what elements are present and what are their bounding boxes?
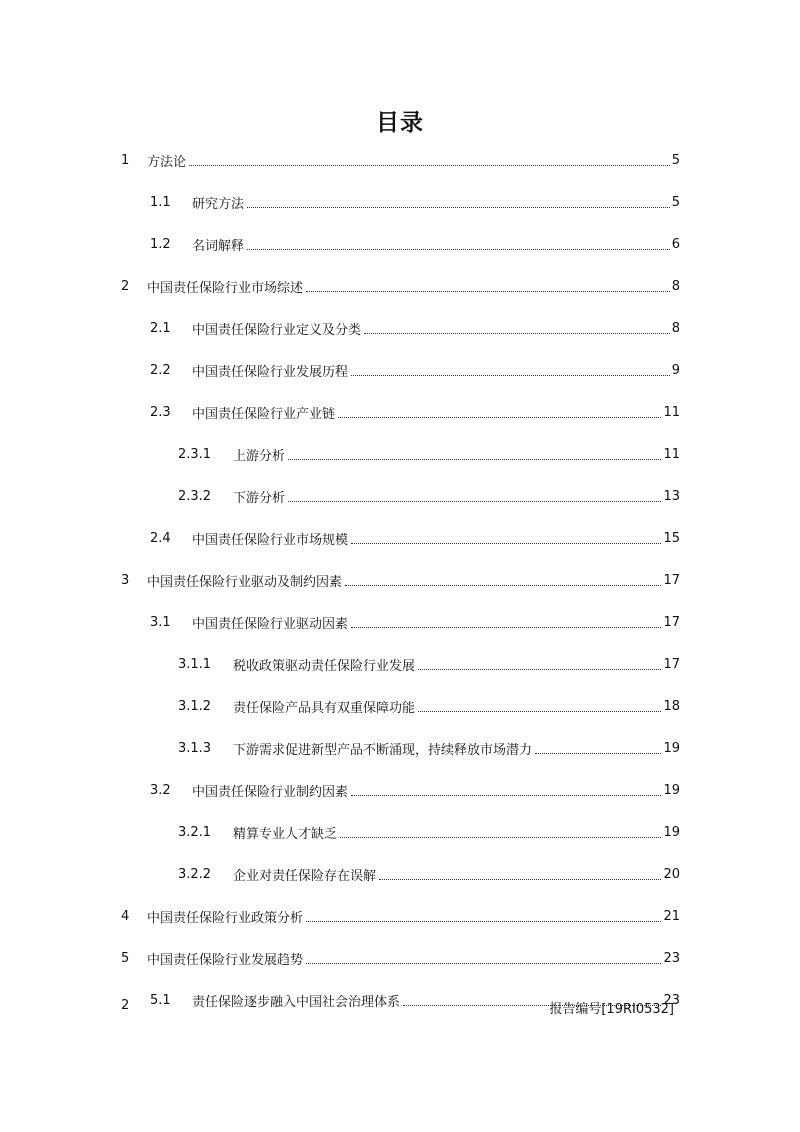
toc-entry-title: 中国责任保险行业驱动及制约因素	[147, 574, 343, 590]
toc-entry-title: 方法论	[147, 154, 187, 170]
toc-entry-number: 3.2	[150, 782, 171, 798]
toc-entry-number: 3	[121, 572, 130, 588]
toc-dot-leader	[535, 753, 661, 754]
toc-entry[interactable]	[178, 863, 680, 885]
toc-entry-number: 5	[121, 950, 130, 966]
toc-entry-number: 1.2	[150, 236, 171, 252]
toc-entry-title: 研究方法	[192, 196, 245, 212]
toc-entry-title: 中国责任保险行业市场综述	[147, 280, 304, 296]
toc-entry-title: 中国责任保险行业市场规模	[192, 532, 349, 548]
toc-dot-leader	[379, 879, 661, 880]
toc-entry-page: 9	[671, 362, 680, 378]
toc-entry-title: 责任保险产品具有双重保障功能	[233, 700, 416, 716]
toc-entry-page: 19	[663, 824, 680, 840]
toc-entry-title: 税收政策驱动责任保险行业发展	[233, 658, 416, 674]
toc-dot-leader	[306, 963, 661, 964]
toc-entry-page: 8	[671, 320, 680, 336]
toc-entry[interactable]	[150, 779, 680, 801]
toc-entry-number: 5.1	[150, 992, 171, 1008]
toc-entry-title: 下游需求促进新型产品不断涌现，持续释放市场潜力	[233, 742, 533, 758]
toc-entry-title: 中国责任保险行业定义及分类	[192, 322, 362, 338]
toc-dot-leader	[364, 333, 670, 334]
toc-entry[interactable]	[121, 569, 680, 591]
toc-entry-title: 中国责任保险行业产业链	[192, 406, 336, 422]
toc-entry-title: 中国责任保险行业制约因素	[192, 784, 349, 800]
toc-entry[interactable]	[150, 233, 680, 255]
toc-entry-page: 21	[663, 908, 680, 924]
toc-entry-title: 中国责任保险行业发展历程	[192, 364, 349, 380]
toc-dot-leader	[351, 627, 661, 628]
toc-entry[interactable]	[150, 191, 680, 213]
toc-entry[interactable]	[121, 947, 680, 969]
toc-dot-leader	[338, 417, 661, 418]
toc-entry-page: 17	[663, 572, 680, 588]
toc-entry-number: 3.1.2	[178, 698, 212, 714]
toc-entry-title: 中国责任保险行业政策分析	[147, 910, 304, 926]
toc-entry[interactable]	[150, 527, 680, 549]
toc-entry-number: 2.3.2	[178, 488, 212, 504]
toc-entry-number: 3.1.3	[178, 740, 212, 756]
toc-entry-page: 11	[663, 446, 680, 462]
toc-dot-leader	[418, 711, 661, 712]
toc-entry-number: 2.4	[150, 530, 171, 546]
toc-dot-leader	[247, 207, 670, 208]
toc-dot-leader	[306, 291, 670, 292]
toc-entry-page: 17	[663, 614, 680, 630]
toc-entry[interactable]	[178, 821, 680, 843]
toc-entry-number: 2.3.1	[178, 446, 212, 462]
toc-entry-page: 17	[663, 656, 680, 672]
toc-entry[interactable]	[121, 149, 680, 171]
toc-entry-number: 4	[121, 908, 130, 924]
toc-entry[interactable]	[121, 275, 680, 297]
toc-dot-leader	[288, 501, 661, 502]
toc-entry-title: 中国责任保险行业驱动因素	[192, 616, 349, 632]
toc-entry[interactable]	[178, 737, 680, 759]
toc-dot-leader	[351, 795, 661, 796]
footer-report-id: 报告编号[19RI0532]	[549, 1002, 674, 1017]
toc-entry-page: 23	[663, 950, 680, 966]
toc-entry-title: 责任保险逐步融入中国社会治理体系	[192, 994, 401, 1010]
toc-entry-page: 19	[663, 782, 680, 798]
toc-entry-page: 5	[671, 194, 680, 210]
toc-entry-page: 5	[671, 152, 680, 168]
toc-entry-title: 下游分析	[233, 490, 286, 506]
toc-entry-number: 2	[121, 278, 130, 294]
toc-entry-title: 企业对责任保险存在误解	[233, 868, 377, 884]
toc-entry-page: 15	[663, 530, 680, 546]
toc-entry-title: 中国责任保险行业发展趋势	[147, 952, 304, 968]
toc-entry-page: 18	[663, 698, 680, 714]
toc-dot-leader	[351, 543, 661, 544]
toc-entry[interactable]	[178, 485, 680, 507]
toc-dot-leader	[340, 837, 661, 838]
toc-dot-leader	[418, 669, 661, 670]
toc-dot-leader	[345, 585, 661, 586]
toc-entry-number: 3.1.1	[178, 656, 212, 672]
toc-entry-title: 精算专业人才缺乏	[233, 826, 338, 842]
toc-entry-page: 11	[663, 404, 680, 420]
toc-entry-page: 8	[671, 278, 680, 294]
toc-entry-number: 1	[121, 152, 130, 168]
toc-entry-title: 名词解释	[192, 238, 245, 254]
toc-entry-title: 上游分析	[233, 448, 286, 464]
footer-page-number: 2	[121, 998, 130, 1013]
toc-dot-leader	[288, 459, 661, 460]
toc-entry[interactable]	[150, 401, 680, 423]
toc-entry-number: 3.2.2	[178, 866, 212, 882]
toc-entry-number: 3.2.1	[178, 824, 212, 840]
toc-entry[interactable]	[178, 443, 680, 465]
toc-entry-number: 3.1	[150, 614, 171, 630]
toc-entry-page: 13	[663, 488, 680, 504]
toc-entry[interactable]	[150, 317, 680, 339]
toc-entry-page: 23	[663, 992, 680, 1008]
toc-entry[interactable]	[150, 611, 680, 633]
toc-entry[interactable]	[178, 653, 680, 675]
toc-dot-leader	[247, 249, 670, 250]
toc-entry-page: 6	[671, 236, 680, 252]
toc-entry-number: 1.1	[150, 194, 171, 210]
toc-entry-page: 20	[663, 866, 680, 882]
toc-entry-number: 2.2	[150, 362, 171, 378]
toc-entry-page: 19	[663, 740, 680, 756]
toc-entry[interactable]	[121, 905, 680, 927]
toc-entry[interactable]	[178, 695, 680, 717]
toc-dot-leader	[351, 375, 670, 376]
toc-dot-leader	[189, 165, 670, 166]
toc-entry[interactable]	[150, 359, 680, 381]
toc-entry-number: 2.1	[150, 320, 171, 336]
page-title: 目录	[376, 110, 424, 136]
toc-dot-leader	[306, 921, 661, 922]
toc-entry-number: 2.3	[150, 404, 171, 420]
